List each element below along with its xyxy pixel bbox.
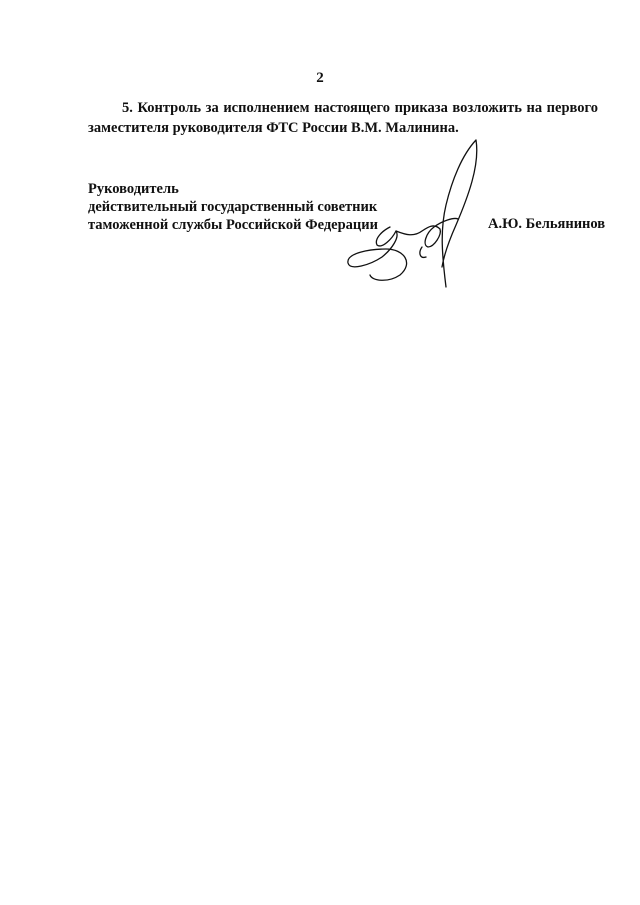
handwritten-signature-icon — [330, 135, 490, 300]
signatory-title-line-1: Руководитель — [88, 181, 179, 197]
page-number: 2 — [316, 70, 324, 86]
signatory-title-line-3: таможенной службы Российской Федерации — [88, 217, 378, 233]
signer-name: А.Ю. Бельянинов — [488, 216, 606, 232]
body-paragraph: 5. Контроль за исполнением настоящего приказа возложить на первого заместителя руководителя ФТС России В.М. Малинина. — [88, 100, 598, 136]
signatory-title-line-2: действительный государственный советник — [88, 199, 378, 215]
